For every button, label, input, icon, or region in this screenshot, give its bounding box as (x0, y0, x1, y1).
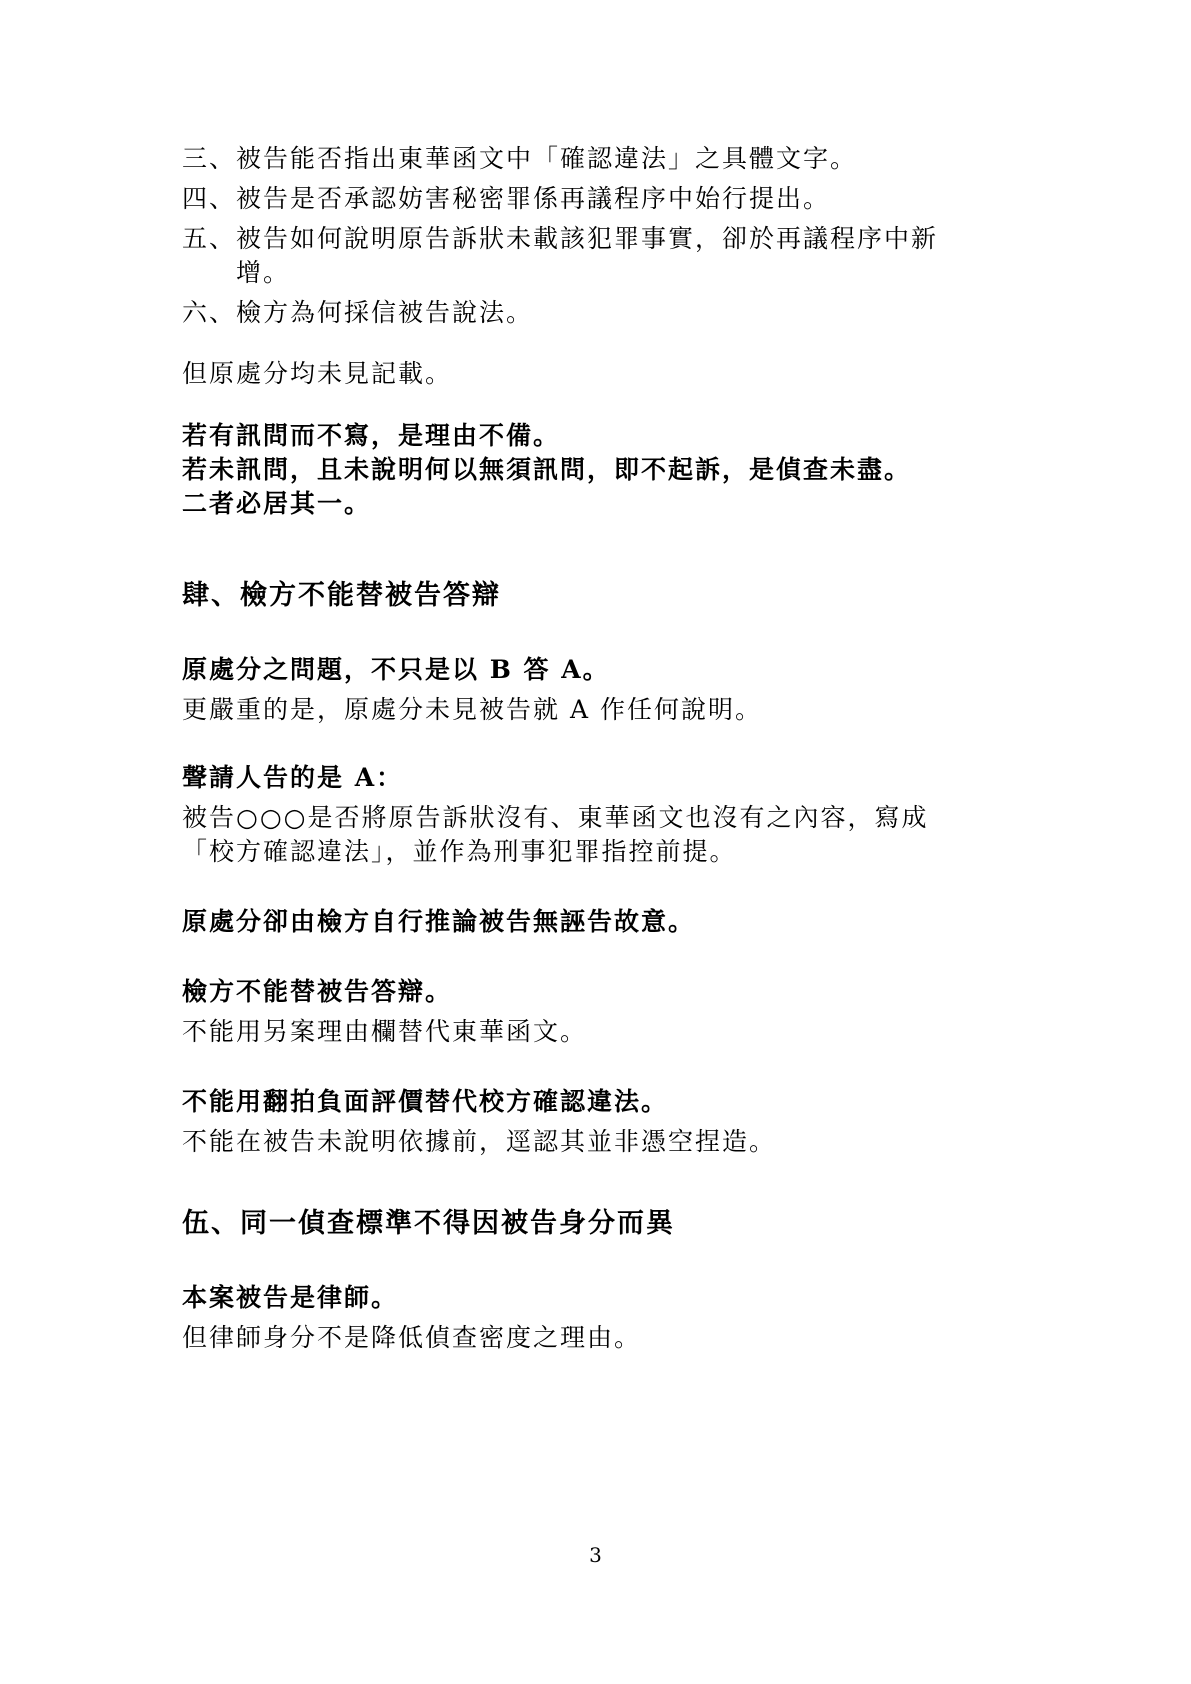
section-4-para-3-bold: 原處分卻由檢方自行推論被告無誣告故意。 (182, 907, 696, 936)
question-number: 四、 (182, 184, 237, 213)
page-number: 3 (589, 1543, 602, 1567)
section-4-para-2-text-1: 被告○○○是否將原告訴狀沒有、東華函文也沒有之內容，寫成 (182, 803, 929, 832)
question-item-3 (182, 142, 982, 176)
question-number: 六、 (182, 298, 237, 327)
not-recorded-text: 但原處分均未見記載。 (182, 359, 453, 388)
section-5-para-1-text: 但律師身分不是降低偵查密度之理由。 (182, 1323, 642, 1352)
section-4-para-2-bold: 聲請人告的是 A： (182, 763, 404, 792)
section-5-para-1-bold: 本案被告是律師。 (182, 1283, 399, 1312)
summary-line-1: 若有訊問而不寫，是理由不備。 (182, 421, 561, 450)
question-text: 被告能否指出東華函文中「確認違法」之具體文字。 (236, 144, 858, 173)
section-4-heading: 肆、檢方不能替被告答辯 (182, 580, 501, 611)
section-4-para-1-text: 更嚴重的是，原處分未見被告就 A 作任何說明。 (182, 695, 762, 724)
section-4-para-4-text: 不能用另案理由欄替代東華函文。 (182, 1017, 588, 1046)
section-5-heading: 伍、同一偵查標準不得因被告身分而異 (182, 1208, 675, 1239)
question-item-5 (182, 222, 982, 290)
summary-line-2: 若未訊問，且未說明何以無須訊問，即不起訴，是偵查未盡。 (182, 455, 912, 484)
question-number: 三、 (182, 144, 237, 173)
section-4-para-2-text-2: 「校方確認違法」，並作為刑事犯罪指控前提。 (182, 837, 737, 866)
page-content (182, 142, 982, 1355)
question-text: 檢方為何採信被告說法。 (236, 298, 534, 327)
section-4-para-5-text: 不能在被告未說明依據前，逕認其並非憑空捏造。 (182, 1127, 777, 1156)
question-item-6 (182, 296, 982, 330)
section-4-para-5-bold: 不能用翻拍負面評價替代校方確認違法。 (182, 1087, 669, 1116)
question-text: 被告是否承認妨害秘密罪係再議程序中始行提出。 (236, 184, 831, 213)
question-number: 五、 (182, 224, 237, 253)
question-item-4 (182, 182, 982, 216)
summary-line-3: 二者必居其一。 (182, 489, 372, 518)
section-4-para-1-bold: 原處分之問題，不只是以 B 答 A。 (182, 655, 610, 684)
section-4-para-4-bold: 檢方不能替被告答辯。 (182, 977, 453, 1006)
question-text: 被告如何說明原告訴狀未載該犯罪事實，卻於再議程序中新增。 (236, 224, 939, 287)
